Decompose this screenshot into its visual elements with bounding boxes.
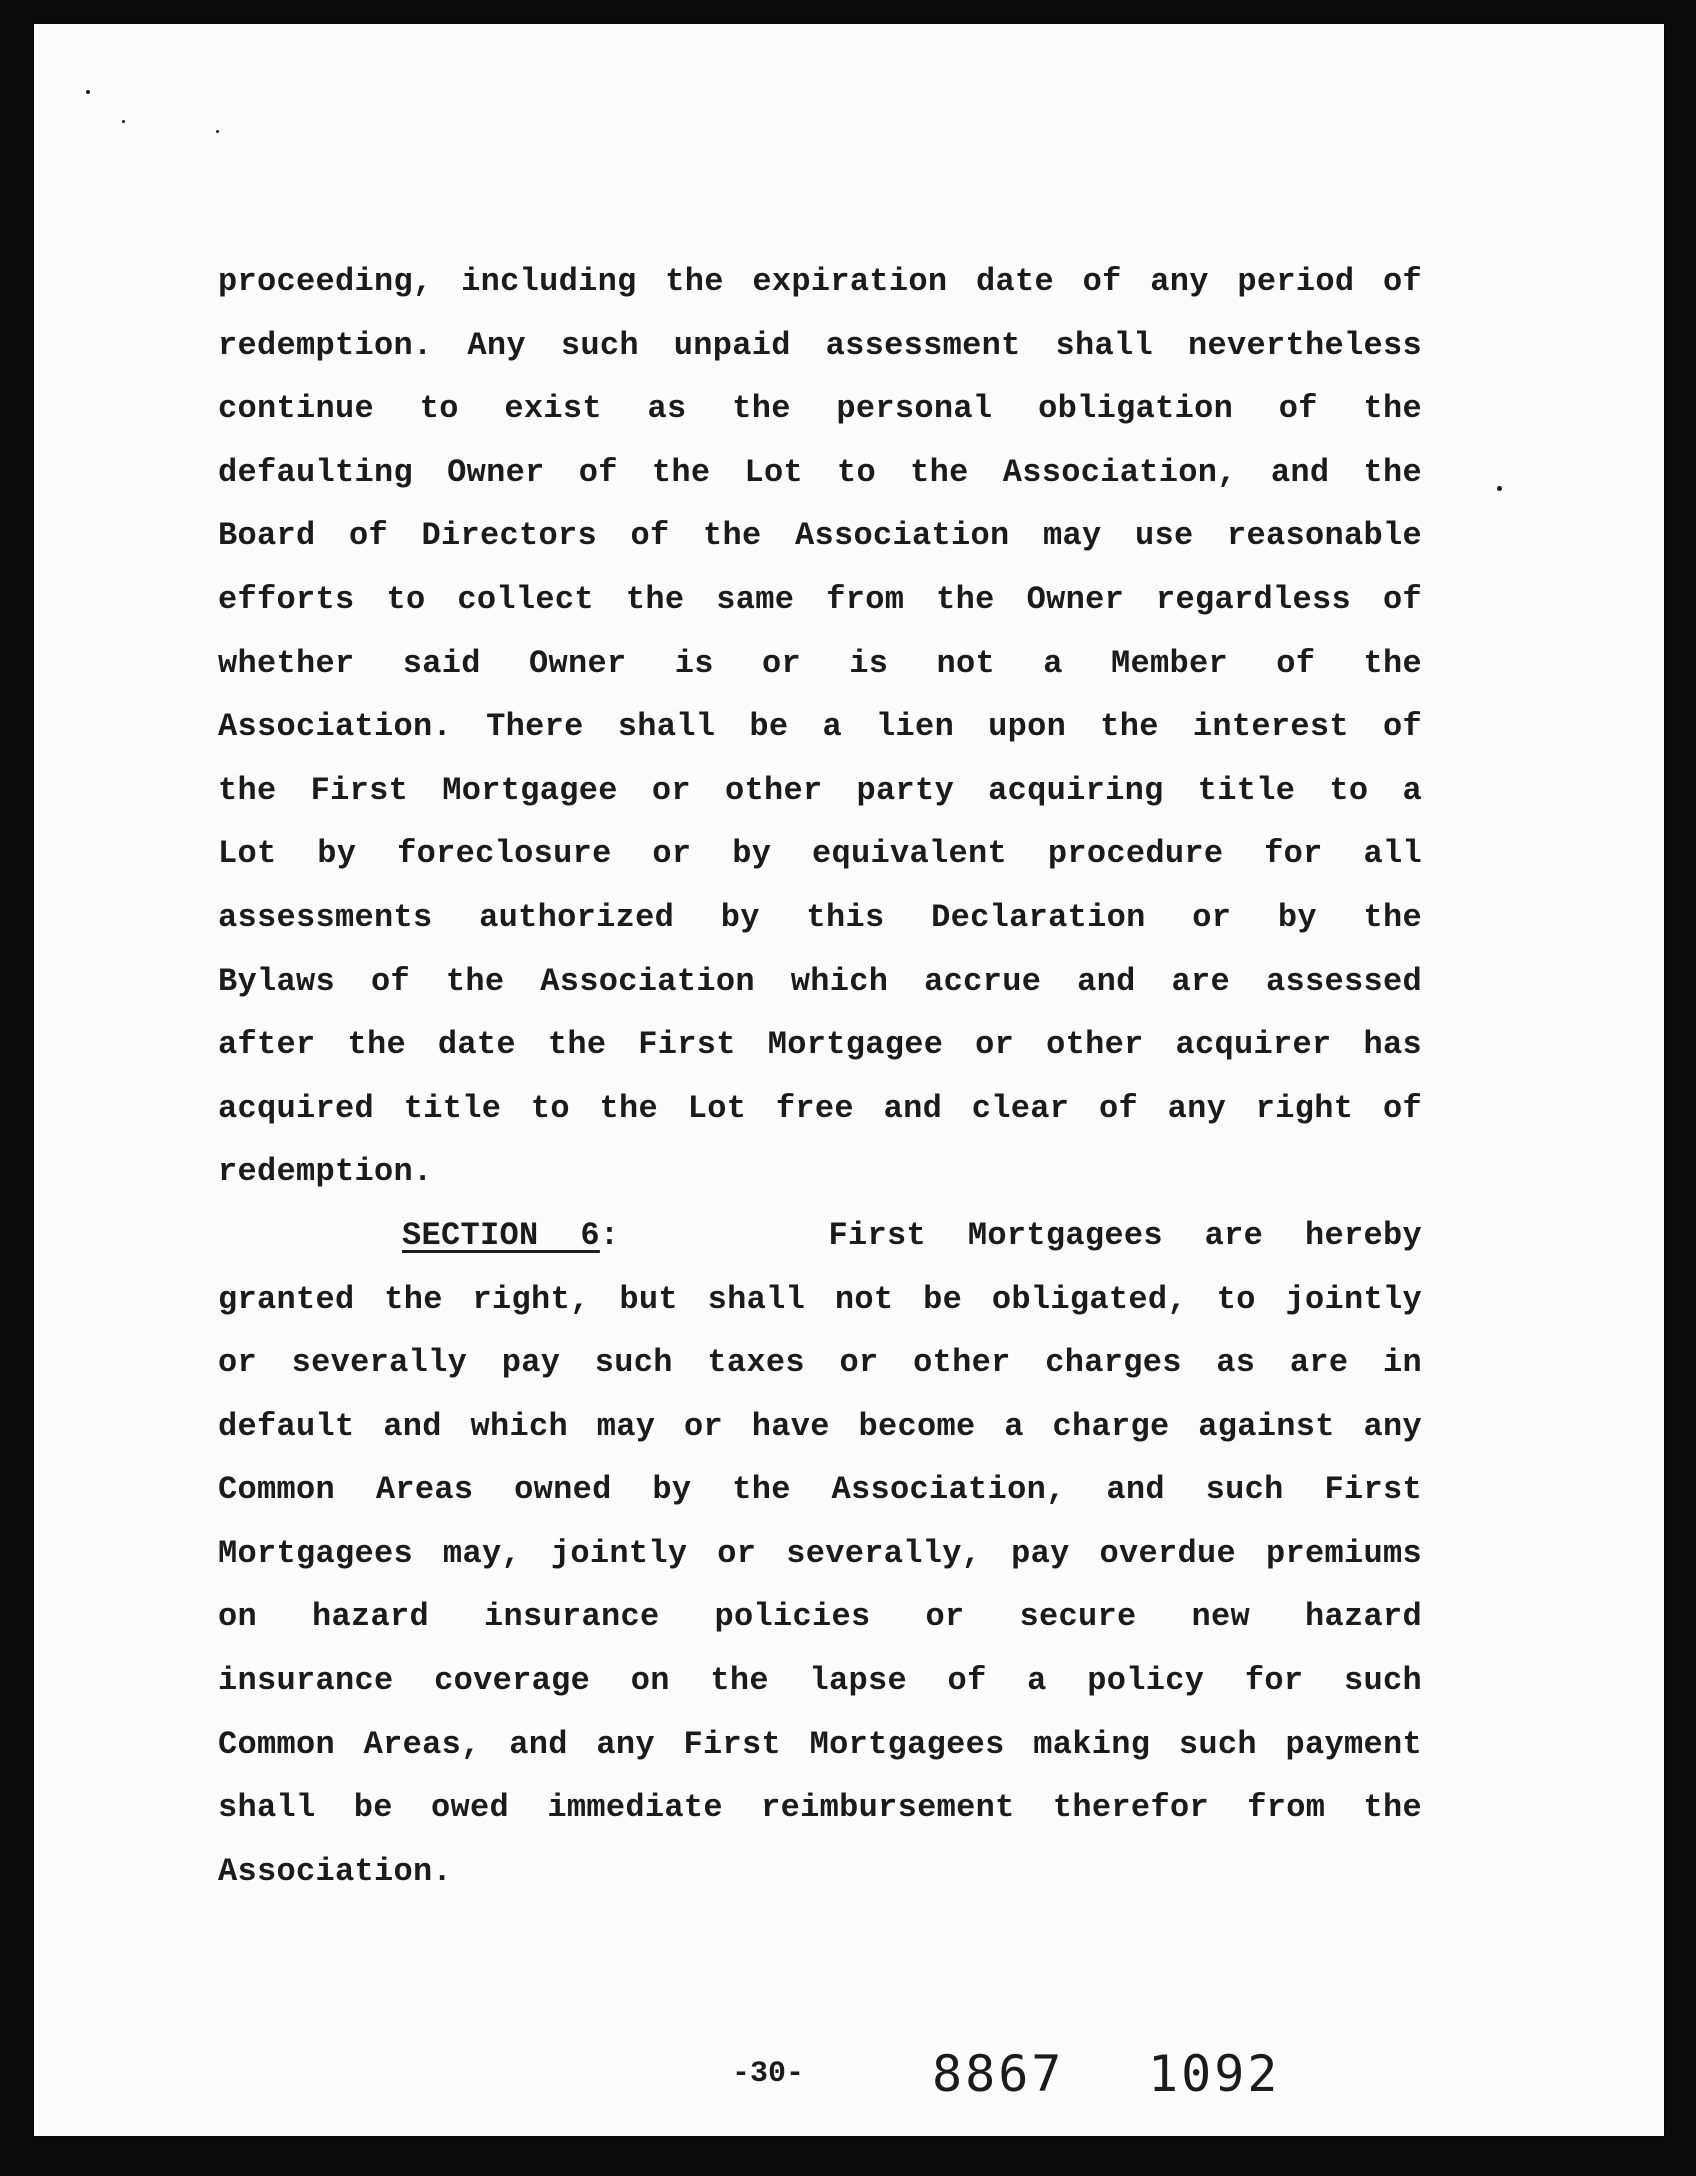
text-line: efforts to collect the same from the Owner regardless of xyxy=(218,580,1422,618)
text-line: proceeding, including the expiration date of any period of xyxy=(218,263,1422,300)
recording-stamp-page: 1092 xyxy=(1148,2045,1281,2103)
section-first-line-text: First Mortgagees are hereby xyxy=(828,1216,1423,1254)
text-line: after the date the First Mortgagee or other acquirer has xyxy=(218,1026,1422,1064)
text-line: Lot by foreclosure or by equivalent procedure for all xyxy=(218,835,1422,873)
section-label: SECTION 6 xyxy=(402,1216,600,1254)
text-line: Board of Directors of the Association may use reasonable xyxy=(218,517,1422,555)
text-line: continue to exist as the personal obligation of the xyxy=(218,390,1422,428)
scan-speck xyxy=(122,120,125,123)
section-colon: : xyxy=(599,1216,620,1254)
page-number: -30- xyxy=(732,2057,805,2091)
text-line: Association. xyxy=(218,1852,453,1890)
scan-speck xyxy=(216,130,219,133)
text-line: insurance coverage on the lapse of a policy for such xyxy=(218,1662,1422,1700)
text-line: shall be owed immediate reimbursement therefor from the xyxy=(218,1789,1422,1827)
text-line: whether said Owner is or is not a Member of the xyxy=(218,644,1422,682)
text-line: Association. There shall be a lien upon the interest of xyxy=(218,708,1422,746)
text-line: or severally pay such taxes or other charges as are in xyxy=(218,1344,1422,1382)
text-line: Common Areas owned by the Association, and such First xyxy=(218,1471,1422,1509)
text-line: Common Areas, and any First Mortgagees making such payment xyxy=(218,1725,1422,1763)
scan-speck xyxy=(1497,486,1502,491)
text-line: acquired title to the Lot free and clear of any right of xyxy=(218,1089,1422,1127)
text-line: on hazard insurance policies or secure new hazard xyxy=(218,1598,1422,1636)
text-line: assessments authorized by this Declaration or by the xyxy=(218,898,1422,936)
text-line: redemption. xyxy=(218,1153,433,1191)
paragraph-1 xyxy=(218,250,1422,1204)
section-heading-line xyxy=(218,1204,1422,1268)
text-line: Bylaws of the Association which accrue and are assessed xyxy=(218,962,1422,1000)
text-line: granted the right, but shall not be obligated, to jointly xyxy=(218,1280,1422,1318)
document-body xyxy=(218,250,1422,1903)
paragraph-2 xyxy=(218,1204,1422,1904)
text-line: default and which may or have become a charge against any xyxy=(218,1407,1422,1445)
text-line: Mortgagees may, jointly or severally, pay overdue premiums xyxy=(218,1534,1422,1572)
text-line: the First Mortgagee or other party acquiring title to a xyxy=(218,771,1422,809)
scan-speck xyxy=(86,90,90,94)
text-line: redemption. Any such unpaid assessment shall nevertheless xyxy=(218,326,1422,364)
recording-stamp-book: 8867 xyxy=(932,2045,1065,2103)
text-line: defaulting Owner of the Lot to the Association, and the xyxy=(218,453,1422,491)
